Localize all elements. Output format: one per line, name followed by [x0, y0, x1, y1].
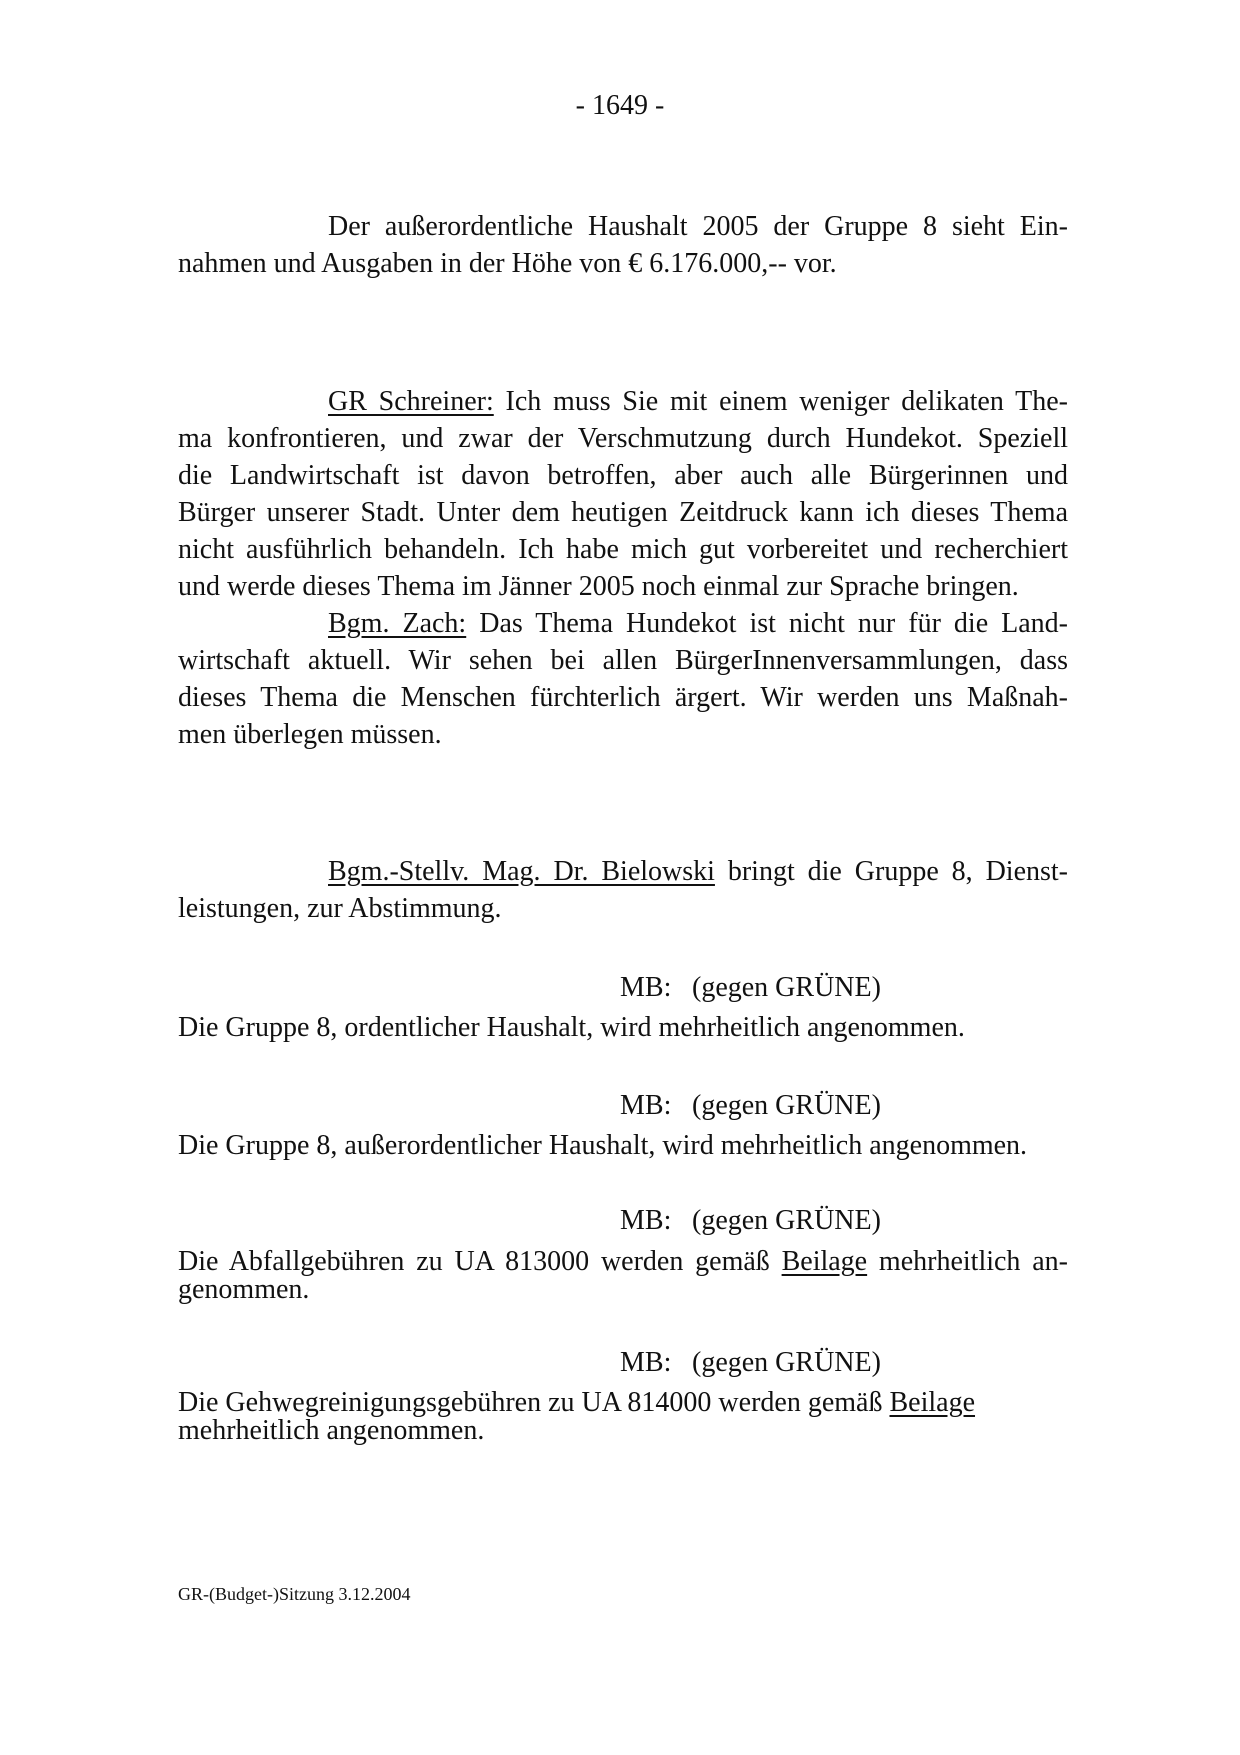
- paragraph-line: Der außerordentliche Haushalt 2005 der Gruppe 8 sieht Ein-: [328, 211, 1068, 242]
- paragraph-line: und werde dieses Thema im Jänner 2005 noch einmal zur Sprache bringen.: [178, 571, 1019, 602]
- paragraph-line: Bürger unserer Stadt. Unter dem heutigen Zeitdruck kann ich dieses Thema: [178, 497, 1068, 528]
- vote-mb: MB:: [620, 1090, 672, 1121]
- result-text: Die Abfallgebühren zu UA 813000 werden gemäß: [178, 1246, 782, 1277]
- paragraph-zach: [178, 605, 1068, 753]
- paragraph-schreiner: [178, 383, 1068, 605]
- vote-label: [620, 1087, 881, 1124]
- vote-result: [178, 1248, 1068, 1304]
- paragraph-line: nicht ausführlich behandeln. Ich habe mich gut vorbereitet und recherchiert: [178, 534, 1068, 565]
- speaker-name: Bgm. Zach:: [328, 608, 467, 639]
- result-line: mehrheitlich angenommen.: [178, 1415, 485, 1446]
- paragraph-line: men überlegen müssen.: [178, 719, 442, 750]
- paragraph-line: ma konfrontieren, und zwar der Verschmutzung durch Hundekot. Speziell: [178, 423, 1068, 454]
- paragraph-budget: [178, 208, 1068, 282]
- footer-session: GR-(Budget-)Sitzung 3.12.2004: [178, 1584, 411, 1604]
- paragraph-line: die Landwirtschaft ist davon betroffen, aber auch alle Bürgerinnen und: [178, 460, 1068, 491]
- result-text: mehrheitlich an-: [867, 1246, 1068, 1277]
- vote-result: [178, 1132, 1068, 1160]
- vote-mb: MB:: [620, 972, 672, 1003]
- vote-against: (gegen GRÜNE): [692, 1205, 881, 1236]
- paragraph-text: bringt die Gruppe 8, Dienst-: [714, 856, 1068, 887]
- result-line: [178, 1248, 1068, 1276]
- vote-label: [620, 969, 881, 1006]
- paragraph-line: [178, 605, 1068, 642]
- paragraph-line: nahmen und Ausgaben in der Höhe von € 6.176.000,-- vor.: [178, 248, 837, 279]
- paragraph-line: leistungen, zur Abstimmung.: [178, 893, 502, 924]
- page-number: - 1649 -: [575, 90, 665, 121]
- vote-mb: MB:: [620, 1347, 672, 1378]
- result-line: [178, 1389, 1068, 1417]
- paragraph-line: dieses Thema die Menschen fürchterlich ärgert. Wir werden uns Maßnah-: [178, 682, 1068, 713]
- vote-against: (gegen GRÜNE): [692, 972, 881, 1003]
- paragraph-bielowski: [178, 853, 1068, 927]
- beilage-link: Beilage: [889, 1387, 976, 1418]
- paragraph-text: Ich muss Sie mit einem weniger delikaten The-: [493, 386, 1068, 417]
- paragraph-line: wirtschaft aktuell. Wir sehen bei allen BürgerInnenversammlungen, dass: [178, 645, 1068, 676]
- result-text: Die Gehwegreinigungsgebühren zu UA 814000 werden gemäß: [178, 1387, 890, 1418]
- vote-label: [620, 1202, 881, 1239]
- paragraph-text: Das Thema Hundekot ist nicht nur für die Land-: [466, 608, 1068, 639]
- vote-against: (gegen GRÜNE): [692, 1347, 881, 1378]
- result-line: genommen.: [178, 1274, 310, 1305]
- vote-mb: MB:: [620, 1205, 672, 1236]
- paragraph-line: [178, 853, 1068, 890]
- vote-against: (gegen GRÜNE): [692, 1090, 881, 1121]
- vote-result: [178, 1389, 1068, 1445]
- vote-label: [620, 1344, 881, 1381]
- beilage-link: Beilage: [781, 1246, 868, 1277]
- result-line: Die Gruppe 8, außerordentlicher Haushalt, wird mehrheitlich angenommen.: [178, 1130, 1028, 1161]
- vote-result: [178, 1014, 1068, 1042]
- speaker-name: GR Schreiner:: [328, 386, 494, 417]
- speaker-name: Bgm.-Stellv. Mag. Dr. Bielowski: [328, 856, 715, 887]
- paragraph-line: [178, 383, 1068, 420]
- result-line: Die Gruppe 8, ordentlicher Haushalt, wird mehrheitlich angenommen.: [178, 1012, 965, 1043]
